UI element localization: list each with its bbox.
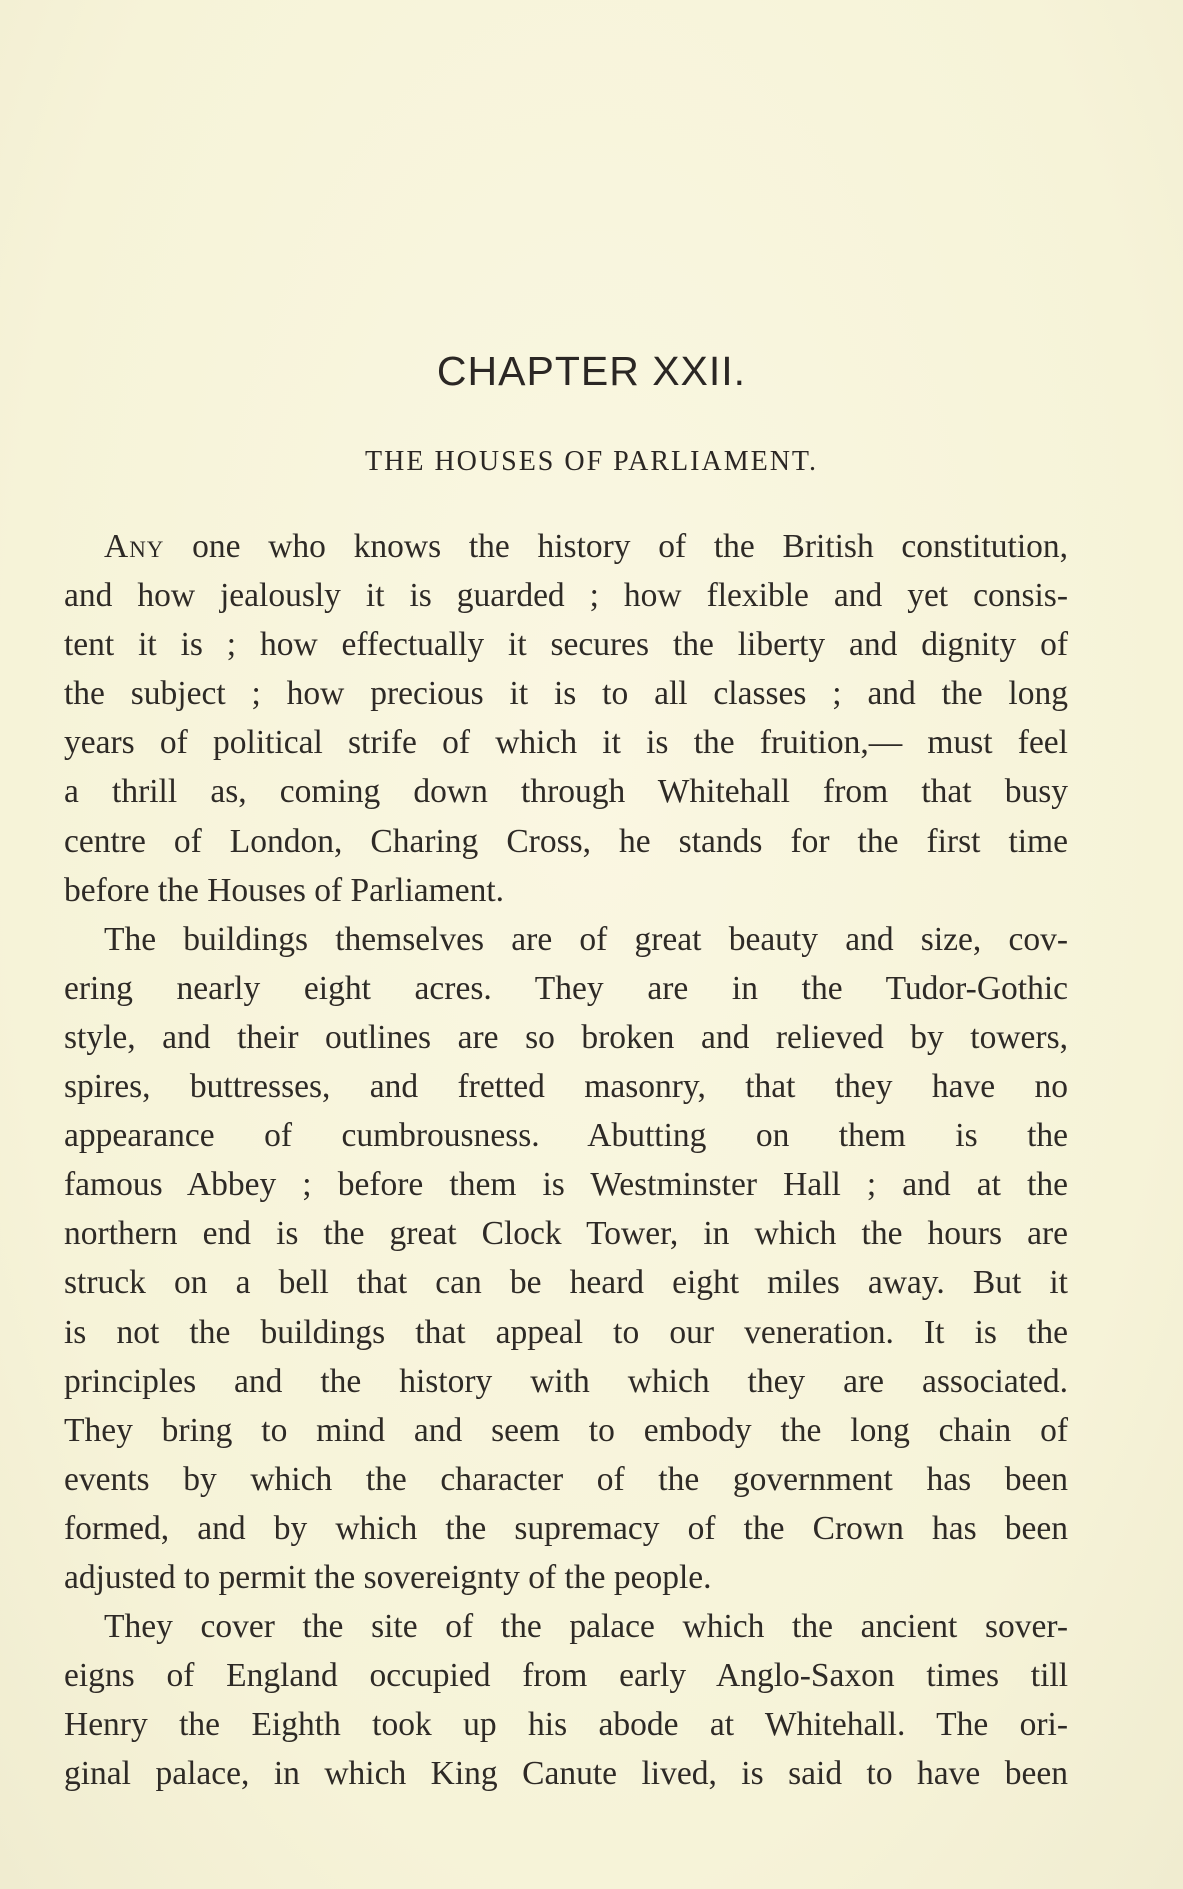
text-line: a thrill as, coming down through Whitehall from that busy: [64, 773, 1068, 811]
text-line: the subject ; how precious it is to all classes ; and the long: [64, 675, 1068, 713]
text-line: before the Houses of Parliament.: [64, 871, 505, 909]
text-line: events by which the character of the government has been: [64, 1460, 1068, 1498]
paragraph-3: [64, 1602, 1068, 1798]
text-line: is not the buildings that appeal to our veneration. It is the: [64, 1313, 1068, 1351]
text-line: appearance of cumbrousness. Abutting on them is the: [64, 1117, 1068, 1155]
text-line: adjusted to permit the sovereignty of the people.: [64, 1558, 712, 1596]
body-text: [64, 522, 1068, 1798]
text-line: northern end is the great Clock Tower, in which the hours are: [64, 1215, 1068, 1253]
text-line: The buildings themselves are of great beauty and size, cov-: [104, 920, 1068, 958]
text-line: struck on a bell that can be heard eight miles away. But it: [64, 1264, 1068, 1302]
text-line: and how jealously it is guarded ; how flexible and yet consis-: [64, 577, 1068, 615]
paragraph-1: [64, 522, 1068, 915]
text-line: years of political strife of which it is the fruition,— must feel: [64, 724, 1068, 762]
chapter-subtitle: THE HOUSES OF PARLIAMENT.: [365, 446, 818, 477]
text-line: formed, and by which the supremacy of the Crown has been: [64, 1509, 1068, 1547]
text-line: They bring to mind and seem to embody the long chain of: [64, 1411, 1068, 1449]
text-line: style, and their outlines are so broken and relieved by towers,: [64, 1018, 1068, 1056]
text-line: ering nearly eight acres. They are in the Tudor-Gothic: [64, 969, 1068, 1007]
paragraph-2: [64, 915, 1068, 1602]
text-line: centre of London, Charing Cross, he stands for the first time: [64, 822, 1068, 860]
text-line: [64, 522, 1068, 571]
text-line: They cover the site of the palace which the ancient sover-: [104, 1608, 1068, 1646]
text-line: ginal palace, in which King Canute lived, is said to have been: [64, 1755, 1068, 1793]
chapter-title: CHAPTER XXII.: [436, 348, 747, 394]
text-line: famous Abbey ; before them is Westminster Hall ; and at the: [64, 1166, 1068, 1204]
text-line: Henry the Eighth took up his abode at Whitehall. The ori-: [64, 1706, 1068, 1744]
text-line: principles and the history with which they are associated.: [64, 1362, 1068, 1400]
text-line: tent it is ; how effectually it secures the liberty and dignity of: [64, 626, 1068, 664]
text-line: eigns of England occupied from early Anglo-Saxon times till: [64, 1657, 1068, 1695]
lead-word: Any: [104, 528, 165, 565]
text-line: spires, buttresses, and fretted masonry, that they have no: [64, 1068, 1068, 1106]
text-line-content: one who knows the history of the British constitution,: [192, 528, 1068, 565]
